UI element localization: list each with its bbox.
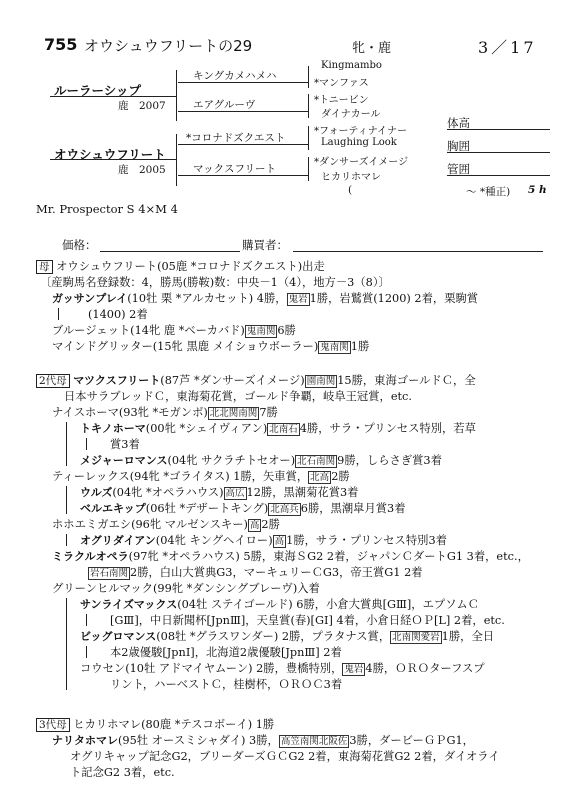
sire-info: 鹿 2007: [118, 100, 166, 112]
gen2-line-9: オグリダイアン(04牝 キングヘイロー) 高 1勝，サラ・プリンセス特別3着: [80, 534, 447, 547]
open-paren: (: [348, 184, 353, 196]
gen2-line-4: メジャーロマンス(04牝 サクラチトセオー) 北石南関 9勝，しらさぎ賞3着: [80, 454, 442, 467]
gen2-line-12: サンライズマックス(04牡 ステイゴールド) 6勝，小倉大賞典[GⅢ]，エプソムＣ: [80, 598, 479, 611]
gen2-line-12-cont: [GⅢ]，中日新聞杯[JpnⅢ]，天皇賞(春)[GⅠ] 4着，小倉日経ＯＰ[L] 2着，etc.: [110, 614, 505, 627]
gen2-line-13: ビッグロマンス(08牡 *グラスワンダー) 2勝，プラタナス賞， 北南関愛岩 1勝，全日: [80, 630, 495, 643]
dam-title: オウシュウフリート(05鹿 *コロナドズクエスト)出走: [56, 260, 325, 273]
dam-progeny-2: ブルージェット(14牝 鹿 *ベーカバド) 鬼南関 6勝: [52, 324, 296, 337]
indent-bar: [66, 486, 67, 514]
gen2-line-10: ミラクルオペラ(97牝 *オペラハウス) 5勝，東海ＳG2 2着，ジャパンＣダートG1 3着，etc.，: [52, 550, 529, 563]
gen2-line-7: ベルエキップ(06牡 *デザートキング) 北高兵 6勝，黒潮皐月賞3着: [80, 502, 406, 515]
gen2-line-8: ホホエミガエシ(96牝 マルゼンスキー) 高 2勝: [52, 518, 280, 531]
g3-4: ダイナカール: [321, 109, 381, 120]
g3-3: *トニービン: [314, 95, 369, 106]
gen2-line-5: ティーレックス(94牝 *ゴライタス) 1勝，矢車賞， 北高 2勝: [52, 470, 350, 483]
gen2-line-3-cont: 賞3着: [110, 438, 140, 451]
ped-line: [178, 82, 308, 83]
dam-progeny-1: ガッサンプレイ(10牡 栗 *アルカセット) 4勝， 鬼岩 1勝，岩鷲賞(1200) 2着，栗駒賞: [52, 292, 479, 305]
gen3-line-2-cont: オグリキャップ記念G2，ブリーダーズＧＣG2 2着，東海菊花賞G2 2着，ダイオライ: [70, 750, 500, 763]
cannon-field[interactable]: [447, 175, 550, 176]
ped-line: [178, 144, 308, 145]
g3-1: Kingmambo: [321, 60, 382, 71]
correction: ～ *種正): [466, 186, 511, 198]
g3-6: Laughing Look: [321, 137, 397, 148]
g3-5: *フォーティナイナー: [314, 126, 407, 137]
indent-bar: [86, 438, 87, 450]
birthdate: 3／17: [478, 38, 537, 57]
price-label: 価格：: [62, 238, 97, 252]
horse-name: オウシュウフリートの29: [84, 37, 253, 55]
sire-name: ルーラーシップ: [54, 83, 142, 98]
indent-bar: [58, 308, 59, 320]
hours: 5 h: [528, 184, 547, 196]
gen2-line-13-cont: 本2歳優駿[JpnⅠ]，北海道2歳優駿[JpnⅢ] 2着: [110, 646, 342, 659]
sex-color: 牝・鹿: [352, 41, 392, 56]
dam-tag: 母: [36, 260, 53, 274]
g3-8: ヒカリホマレ: [321, 172, 381, 183]
gen2-line-1-cont: 日本サラブレッドＣ，東海菊花賞，ゴールド争覇，岐阜王冠賞，etc.: [64, 390, 412, 403]
cannon-label: 管囲: [447, 162, 470, 176]
ped-bracket: [308, 126, 309, 150]
gen2-line-2: ナイスホーマ(93牝 *モガンボ) 北北関南関 7勝: [52, 406, 278, 419]
chest-field[interactable]: [447, 152, 550, 153]
height-field[interactable]: [447, 129, 550, 130]
inbreeding: Mr. Prospector S 4×M 4: [36, 202, 178, 216]
dam-underline: [50, 159, 176, 160]
indent-bar: [86, 646, 87, 658]
gen2-line-14: コウセン(10牡 アドマイヤムーン) 2勝，豊橋特別， 鬼岩 4勝，ＯＲＯターフスプ: [80, 662, 485, 675]
g3-7: *ダンサーズイメージ: [314, 157, 409, 168]
ped-line: [178, 175, 308, 176]
gen3-line-1: 3代母 ヒカリホマレ(80鹿 *テスコボーイ) 1勝: [36, 717, 274, 733]
dam-name: オウシュウフリート: [54, 147, 166, 162]
gen3-line-2: ナリタホマレ(95牡 オースミシャダイ) 3勝， 高笠南関北阪佐 3勝，ダービーＧＰG1，: [52, 734, 474, 747]
gen3-line-2-cont2: ト記念G2 3着，etc.: [70, 766, 175, 779]
chest-label: 胸囲: [447, 139, 470, 153]
sire-dam: エアグルーヴ: [193, 99, 256, 111]
gen2-line-3: トキノホーマ(00牝 *シェイヴィアン) 北南石 4勝，サラ・プリンセス特別，若草: [80, 422, 476, 435]
height-label: 体高: [447, 116, 470, 130]
indent-bar: [66, 422, 67, 466]
price-field[interactable]: [100, 251, 240, 252]
indent-bar: [86, 614, 87, 626]
gen2-line-14-cont: リント，ハーベストＣ，桂樹杯，ＯＲＯＣ3着: [110, 678, 343, 691]
dam-title-line: [36, 259, 325, 275]
gen2-line-10-cont: 岩石南関 2勝，白山大賞典G3，マーキュリーＣG3，帝王賞G1 2着: [90, 566, 423, 579]
ped-bracket: [308, 66, 309, 88]
dam-sire: *コロナドズクエスト: [186, 132, 286, 144]
dam-info: 鹿 2005: [118, 164, 166, 176]
dam-progeny-3: マインドグリッター(15牝 黒鹿 メイショウボーラー) 鬼南関 1勝: [52, 340, 370, 353]
lot-number: 755: [44, 35, 78, 54]
gen2-tag: 2代母: [36, 374, 70, 388]
dam-progeny-1-cont: (1400) 2着: [88, 308, 148, 321]
sire-underline: [50, 96, 176, 97]
gen2-line-1: 2代母 マツクスフリート(87芦 *ダンサーズイメージ) 園南関 15勝，東海ゴールドＣ，全: [36, 373, 476, 389]
dam-bracket: [176, 134, 177, 186]
gen2-line-11: グリーンヒルマック(99牝 *ダンシングブレーヴ)入着: [52, 582, 320, 595]
ped-bracket: [308, 157, 309, 181]
ped-line: [178, 111, 308, 112]
indent-bar: [66, 534, 67, 546]
sire-bracket: [176, 70, 177, 121]
ped-bracket: [308, 94, 309, 118]
buyer-label: 購買者：: [242, 238, 288, 252]
gen2-line-6: ウルズ(04牝 *オペラハウス) 高広 12勝，黒潮菊花賞3着: [80, 486, 359, 499]
indent-bar: [66, 598, 67, 690]
dam-summary: 〔産駒馬名登録数：4，勝馬(勝鞍)数：中央－1（4），地方－3（8）〕: [40, 276, 390, 289]
dam-dam: マックスフリート: [193, 163, 277, 175]
gen3-tag: 3代母: [36, 718, 70, 732]
g3-2: *マンファス: [314, 78, 369, 89]
buyer-field[interactable]: [293, 251, 543, 252]
sire-sire: キングカメハメハ: [193, 70, 277, 82]
